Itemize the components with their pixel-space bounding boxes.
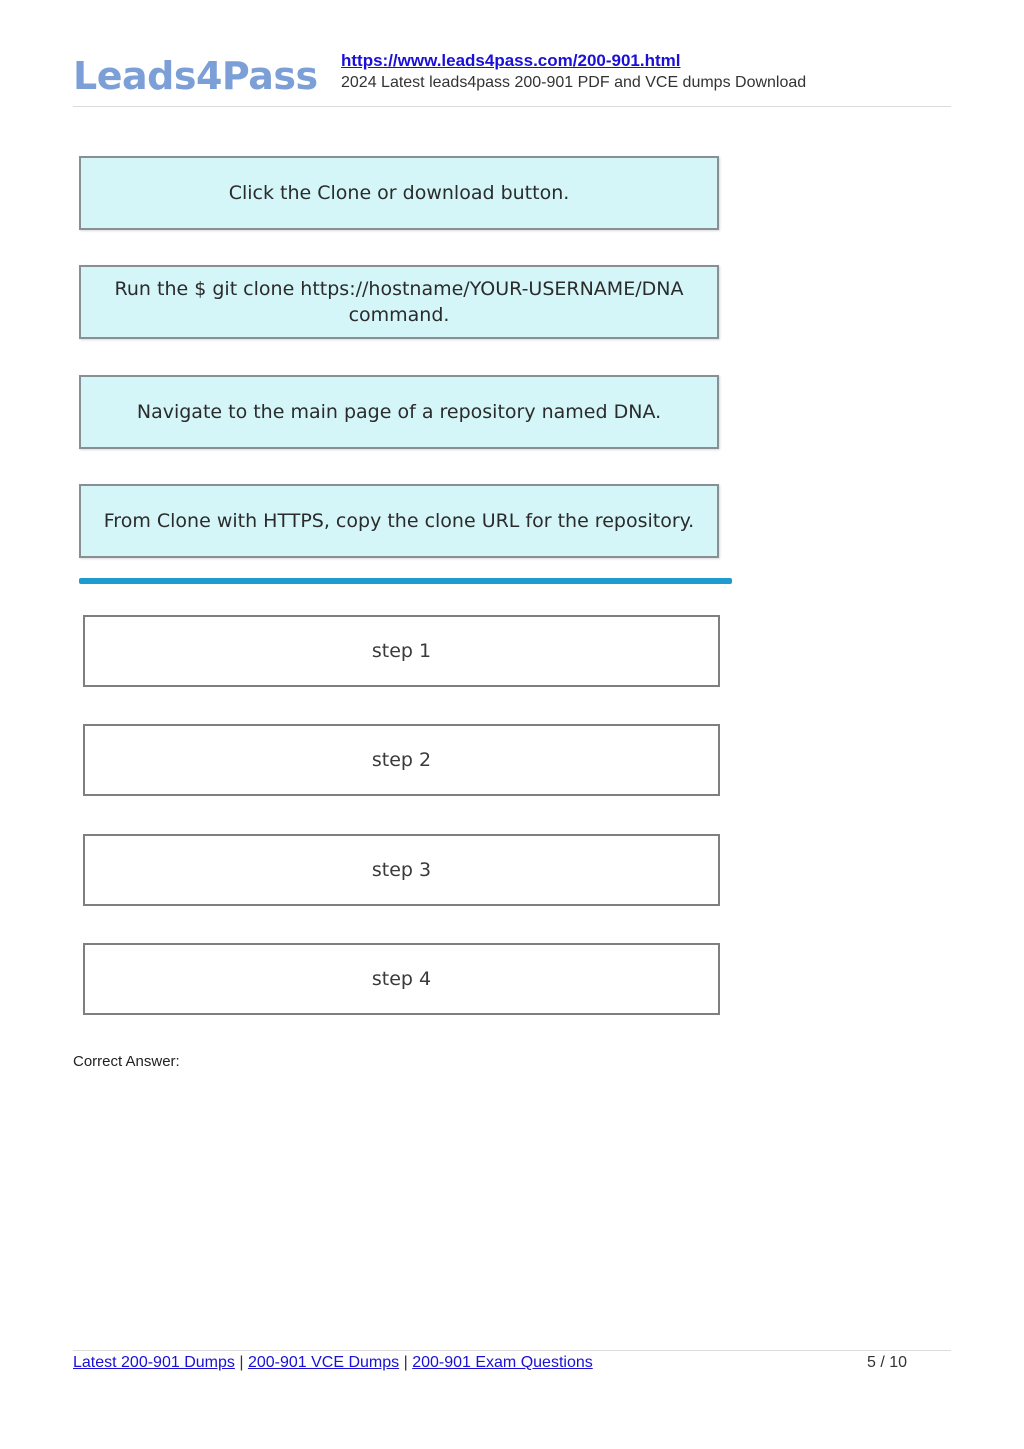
step-slot-2[interactable]: step 2 (83, 724, 720, 796)
source-item-4[interactable]: From Clone with HTTPS, copy the clone URL for the repository. (79, 484, 719, 558)
footer-link-exam-questions[interactable]: 200-901 Exam Questions (412, 1354, 593, 1371)
footer-link-latest-dumps[interactable]: Latest 200-901 Dumps (73, 1354, 235, 1371)
correct-answer-label: Correct Answer: (73, 1053, 180, 1070)
header-subtitle: 2024 Latest leads4pass 200-901 PDF and VCE dumps Download (341, 74, 807, 91)
page-number: 5 / 10 (866, 1354, 907, 1371)
page-footer (73, 1350, 951, 1381)
footer-link-vce-dumps[interactable]: 200-901 VCE Dumps (247, 1354, 400, 1371)
source-item-1[interactable]: Click the Clone or download button. (79, 156, 719, 230)
footer-separator: | (403, 1354, 408, 1371)
drag-drop-figure (74, 148, 736, 1028)
section-divider (79, 578, 732, 584)
footer-links (73, 1354, 593, 1372)
step-slot-4[interactable]: step 4 (83, 943, 720, 1015)
page-header (73, 48, 951, 107)
leads4pass-logo: Leads4Pass (73, 54, 318, 98)
step-slot-1[interactable]: step 1 (83, 615, 720, 687)
footer-separator: | (239, 1354, 244, 1371)
exam-url-link[interactable]: https://www.leads4pass.com/200-901.html (341, 51, 681, 70)
source-item-3[interactable]: Navigate to the main page of a repository named DNA. (79, 375, 719, 449)
step-slot-3[interactable]: step 3 (83, 834, 720, 906)
source-item-2[interactable]: Run the $ git clone https://hostname/YOUR-USERNAME/DNA command. (79, 265, 719, 339)
